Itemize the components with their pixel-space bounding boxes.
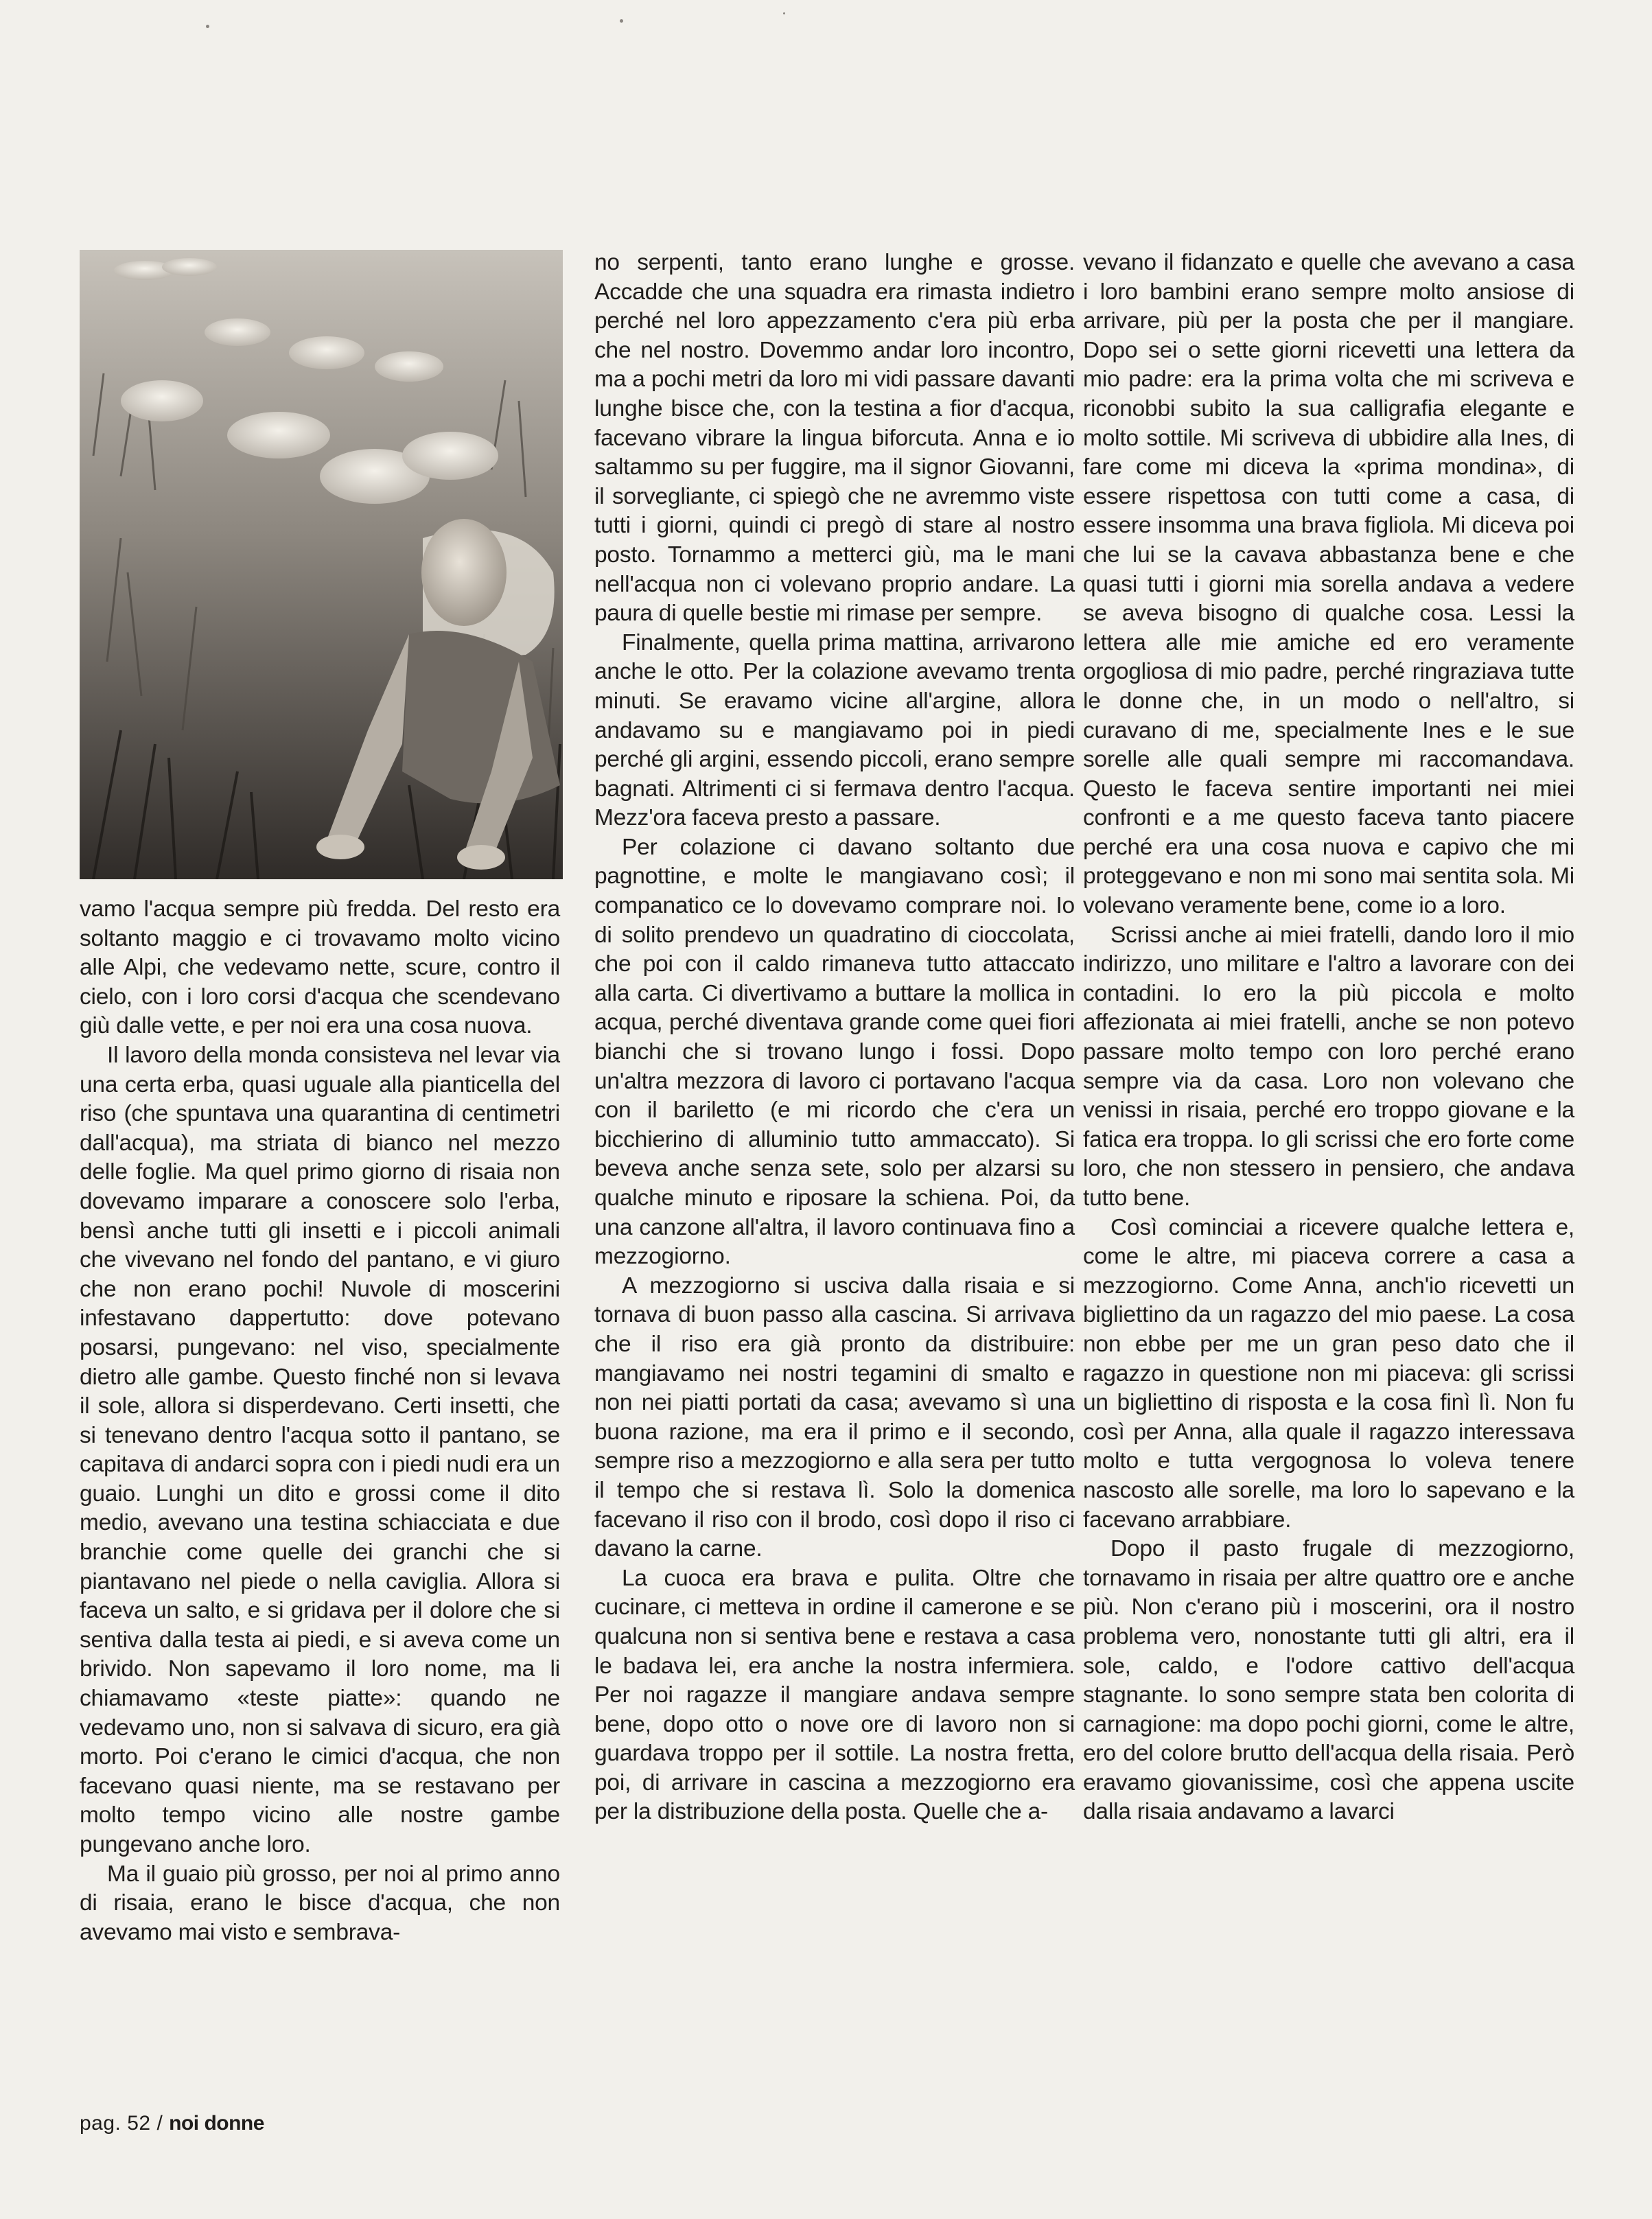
print-speck	[620, 19, 623, 23]
print-speck	[783, 12, 785, 14]
page-number: pag. 52	[80, 2112, 151, 2135]
page-footer	[80, 2112, 264, 2135]
print-speck	[206, 25, 209, 28]
paragraph: Ma il guaio più grosso, per noi al primo anno di risaia, erano le bisce d'acqua, che non avevamo mai visto e sembrava-	[80, 1861, 560, 1945]
footer-separator: /	[156, 2112, 163, 2135]
article-column-3	[1083, 248, 1574, 1827]
article-column-2	[594, 248, 1075, 1827]
paragraph: A mezzogiorno si usciva dalla risaia e si tornava di buon passo alla cascina. Si arrivava che il riso era già pronto da distribuire: mangiavamo nei nostri tegamini di smalto e non nei piatti portati da casa; avevamo sì una buona razione, ma era il primo e il secondo, sempre riso a mezzogiorno e alla sera per tutto il tempo che si restava lì. Solo la domenica facevano il riso con il brodo, così dopo il riso ci davano la carne.	[594, 1273, 1075, 1562]
article-column-1	[80, 895, 560, 1947]
paragraph: Così cominciai a ricevere qualche lettera e, come le altre, mi piaceva correre a casa a mezzogiorno. Come Anna, anch'io ricevetti un bigliettino da un ragazzo del mio paese. La cosa non ebbe per me un gran peso dato che il ragazzo in questione non mi piaceva: gli scrissi un bigliettino di risposta e la cosa finì lì. Non fu così per Anna, alla quale il ragazzo interessava molto e tutta vergognosa lo voleva tenere nascosto alle sorelle, ma loro lo sapevano e la facevano arrabbiare.	[1083, 1214, 1574, 1533]
paragraph: Il lavoro della monda consisteva nel levar via una certa erba, quasi uguale alla pianticella del riso (che spuntava una quarantina di centimetri dall'acqua), ma striata di bianco nel mezzo delle foglie. Ma quel primo giorno di risaia non dovevamo imparare a conoscere solo l'erba, bensì anche tutti gli insetti e i piccoli animali che vivevano nel fondo del pantano, e vi giuro che non erano pochi! Nuvole di moscerini infestavano dappertutto: dove potevano posarsi, pungevano: nel viso, specialmente dietro alle gambe. Questo finché non si levava il sole, allora si disperdevano. Certi insetti, che si tenevano dentro l'acqua sotto il pantano, se capitava di andarci sopra con i piedi nudi era un guaio. Lunghi un dito e grossi come il dito medio, avevano una testina schiacciata e due branchie come quelle dei granchi che si piantavano nel piede o nella caviglia. Allora si faceva un salto, e si gridava per il dolore che si sentiva dalla testa ai piedi, e si aveva come un brivido. Non sapevamo il loro nome, ma li chiamavamo «teste piatte»: quando ne vedevamo uno, non si salvava di sicuro, era già morto. Poi c'erano le cimici d'acqua, che non facevano quasi niente, ma se restavano per molto tempo vicino alle nostre gambe pungevano anche loro.	[80, 1042, 560, 1857]
paragraph: no serpenti, tanto erano lunghe e grosse. Accadde che una squadra era rimasta indietro perché nel loro appezzamento c'era più erba che nel nostro. Dovemmo andar loro incontro, ma a pochi metri da loro mi vidi passare davanti lunghe bisce che, con la testina a fior d'acqua, facevano vibrare la lingua biforcuta. Anna e io saltammo su per fuggire, ma il signor Giovanni, il sorvegliante, ci spiegò che ne avremmo viste tutti i giorni, quindi ci pregò di stare al nostro posto. Tornammo a metterci giù, ma le mani nell'acqua non ci volevano proprio andare. La paura di quelle bestie mi rimase per sempre.	[594, 250, 1075, 627]
paragraph: vamo l'acqua sempre più fredda. Del resto era soltanto maggio e ci trovavamo molto vicino alle Alpi, che vedevamo nette, scure, contro il cielo, con i loro corsi d'acqua che scendevano giù dalle vette, e per noi era una cosa nuova.	[80, 896, 560, 1039]
paragraph: La cuoca era brava e pulita. Oltre che cucinare, ci metteva in ordine il camerone e se qualcuna non si sentiva bene e restava a casa le badava lei, era anche la nostra infermiera. Per noi ragazze il mangiare andava sempre bene, dopo otto o nove ore di lavoro non si guardava troppo per il sottile. La nostra fretta, poi, di arrivare in cascina a mezzogiorno era per la distribuzione della posta. Quelle che a-	[594, 1565, 1075, 1825]
magazine-name: noi donne	[169, 2112, 264, 2135]
rice-field-photo	[80, 250, 563, 879]
paragraph: Per colazione ci davano soltanto due pagnottine, e molte le mangiavano così; il companatico ce lo dovevamo comprare noi. Io di solito prendevo un quadratino di cioccolata, che poi con il caldo rimaneva tutto attaccato alla carta. Ci divertivamo a buttare la mollica in acqua, perché diventava grande come quei fiori bianchi che si trovano lungo i fossi. Dopo un'altra mezzora di lavoro ci portavano l'acqua con il bariletto (e mi ricordo che c'era un bicchierino di alluminio tutto ammaccato). Si beveva anche senza sete, solo per alzarsi su qualche minuto e riposare la schiena. Poi, da una canzone all'altra, il lavoro continuava fino a mezzogiorno.	[594, 834, 1075, 1270]
paragraph: Scrissi anche ai miei fratelli, dando loro il mio indirizzo, uno militare e l'altro a lavorare con dei contadini. Io ero la più piccola e molto affezionata ai miei fratelli, anche se non potevo passare molto tempo con loro perché erano sempre via da casa. Loro non volevano che venissi in risaia, perché ero troppo giovane e la fatica era troppa. Io gli scrissi che ero forte come loro, che non stessero in pensiero, che andava tutto bene.	[1083, 922, 1574, 1211]
paragraph: Dopo il pasto frugale di mezzogiorno, tornavamo in risaia per altre quattro ore e anche più. Non c'erano più i moscerini, ora il nostro problema vero, nonostante tutti gli altri, era il sole, caldo, e l'odore cattivo dell'acqua stagnante. Io sono sempre stata ben colorita di carnagione: ma dopo pochi giorni, come le altre, ero del colore brutto dell'acqua della risaia. Però eravamo giovanissime, così che appena uscite dalla risaia andavamo a lavarci	[1083, 1536, 1574, 1825]
paragraph: vevano il fidanzato e quelle che avevano a casa i loro bambini erano sempre molto ansiose di arrivare, più per la posta che per il mangiare. Dopo sei o sette giorni ricevetti una lettera da mio padre: era la prima volta che mi scriveva e riconobbi subito la sua calligrafia elegante e molto sottile. Mi scriveva di ubbidire alla Ines, di fare come mi diceva la «prima mondina», di essere rispettosa con tutti come a casa, di essere insomma una brava figliola. Mi diceva poi che lui se la cavava abbastanza bene e che quasi tutti i giorni mia sorella andava a vedere se aveva bisogno di qualche cosa. Lessi la lettera alle mie amiche ed ero veramente orgogliosa di mio padre, perché ringraziava tutte le donne che, in un modo o nell'altro, si curavano di me, specialmente Ines e le sue sorelle alle quali sempre mi raccomandava. Questo le faceva sentire importanti nei miei confronti e a me questo faceva tanto piacere perché era una cosa nuova e capivo che mi proteggevano e non mi sono mai sentita sola. Mi volevano veramente bene, come io a loro.	[1083, 250, 1574, 919]
paragraph: Finalmente, quella prima mattina, arrivarono anche le otto. Per la colazione avevamo trenta minuti. Se eravamo vicine all'argine, allora andavamo su e mangiavamo poi in piedi perché gli argini, essendo piccoli, erano sempre bagnati. Altrimenti ci si fermava dentro l'acqua. Mezz'ora faceva presto a passare.	[594, 629, 1075, 831]
photo-illustration	[80, 250, 563, 879]
